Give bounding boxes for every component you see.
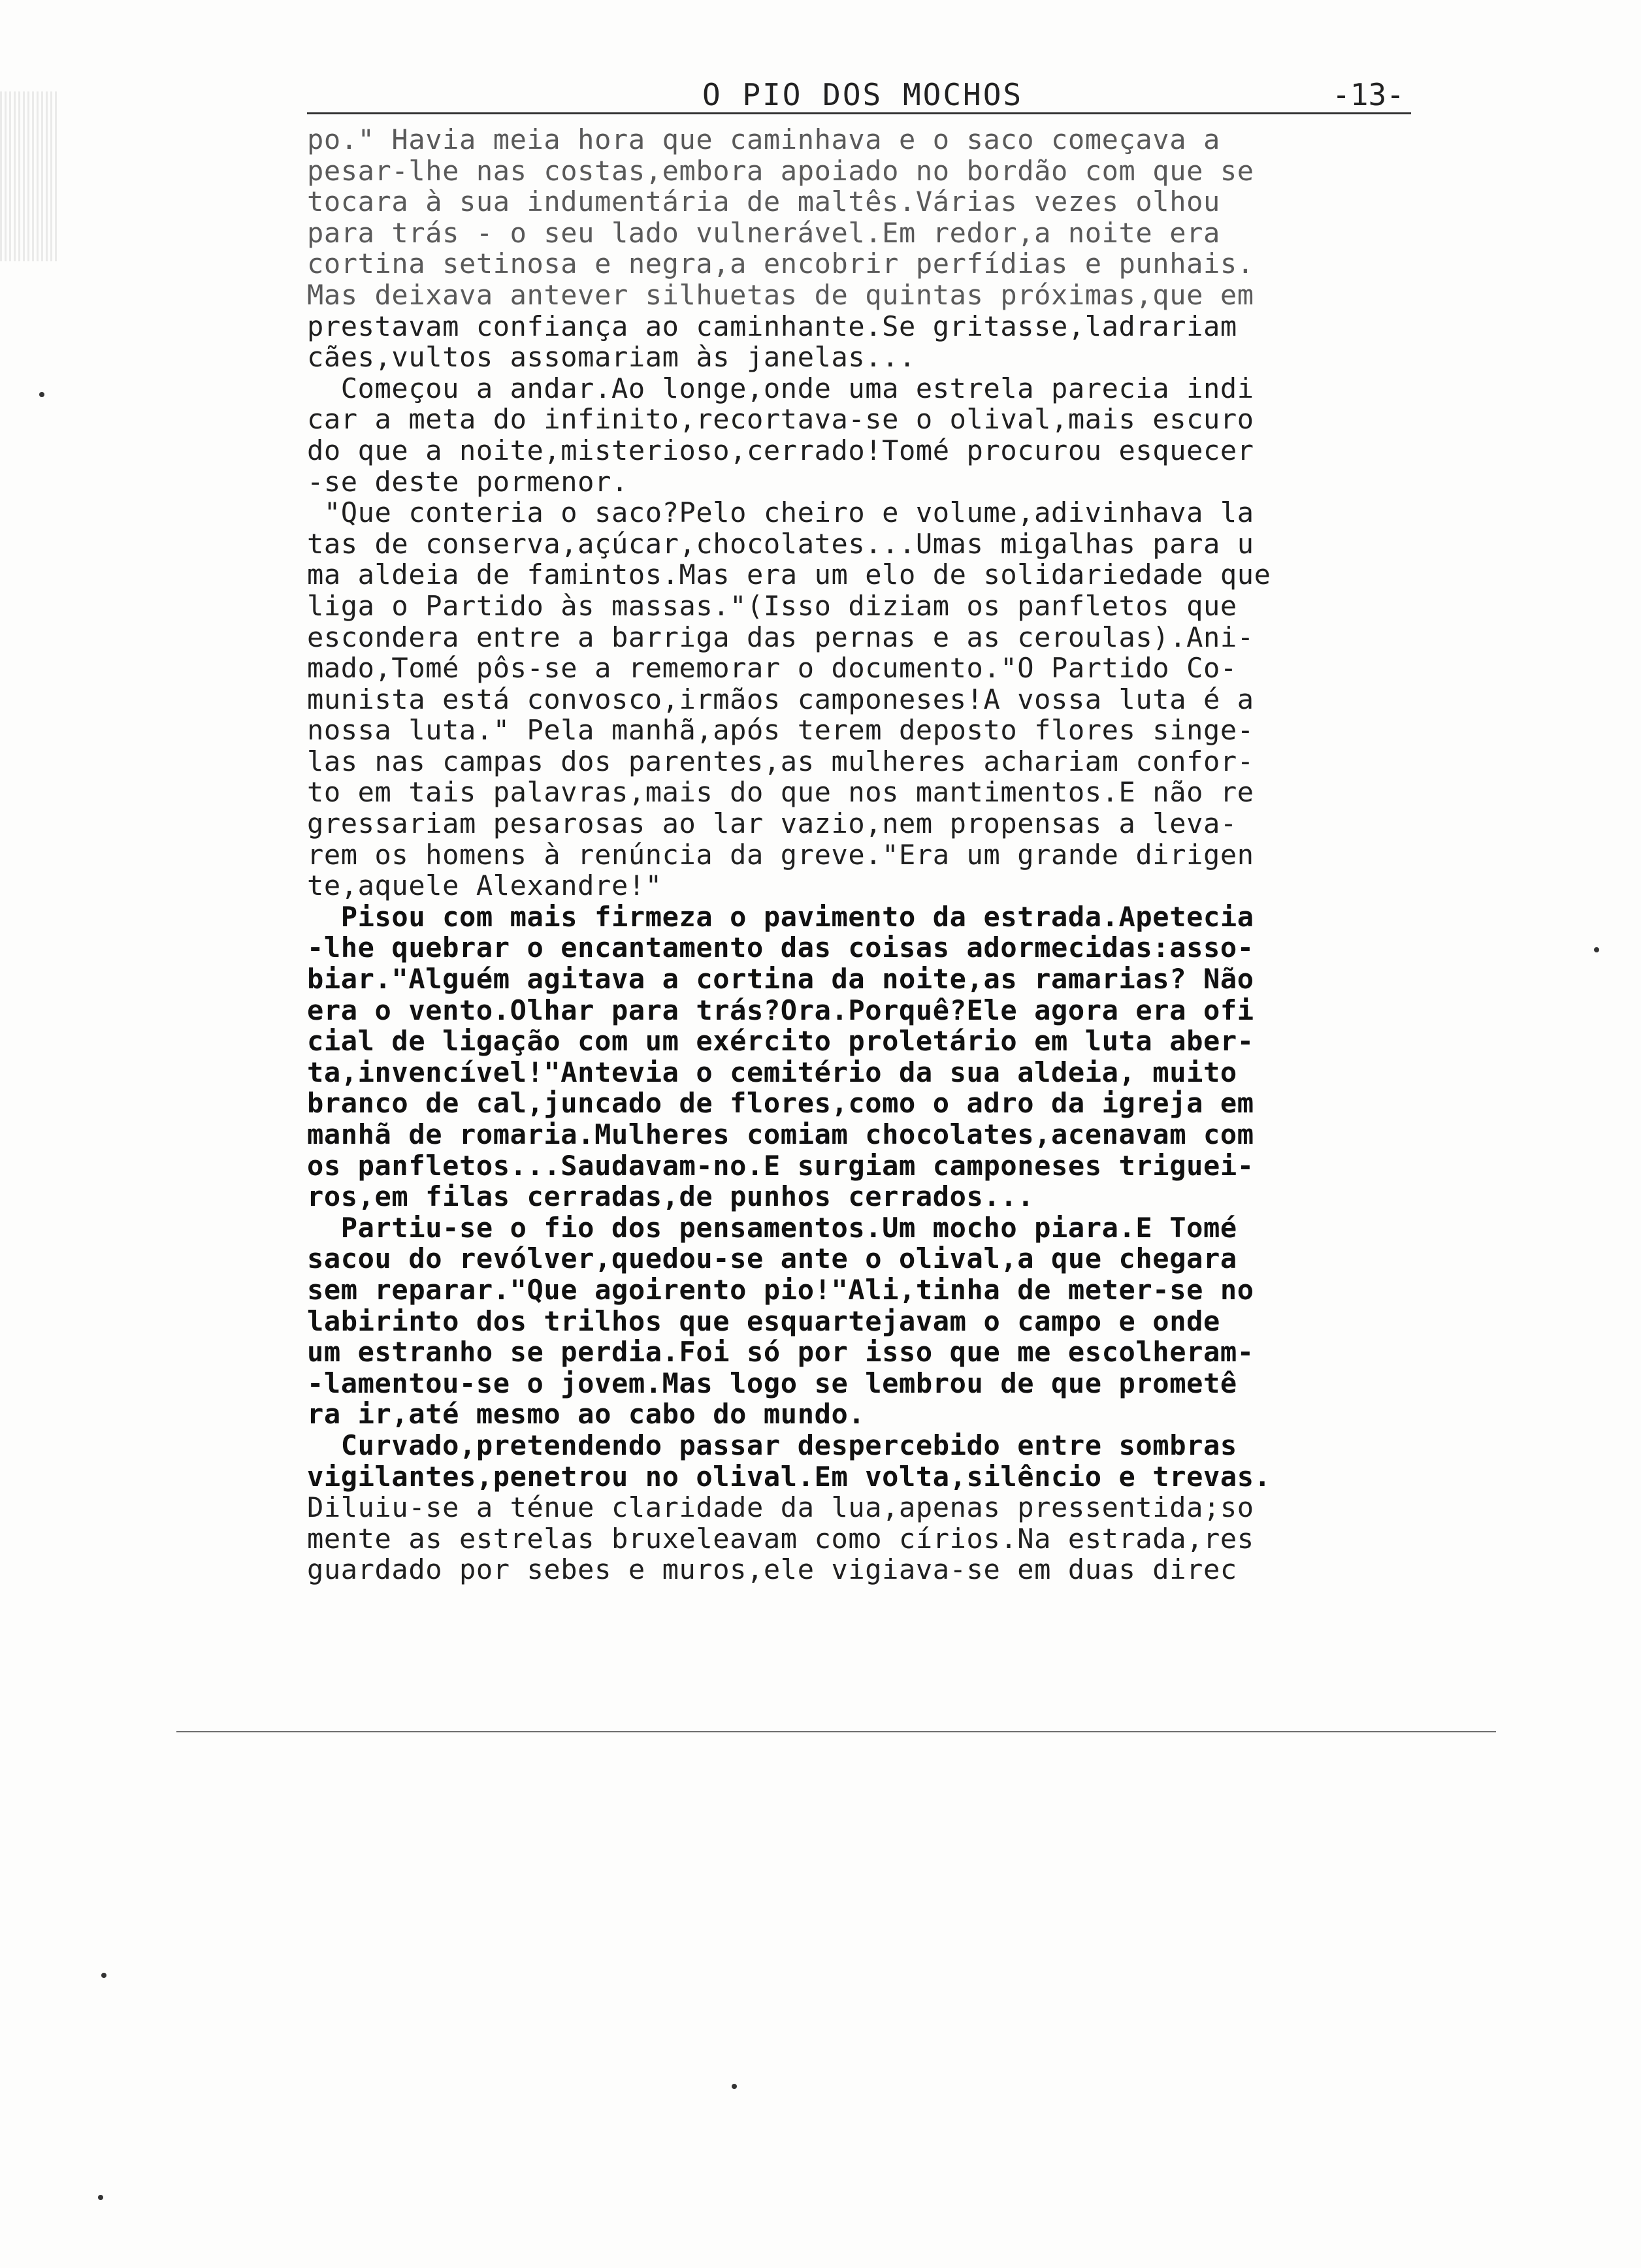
text-line: manhã de romaria.Mulheres comiam chocolates,acenavam com xyxy=(307,1118,1254,1150)
text-line: to em tais palavras,mais do que nos mantimentos.E não re xyxy=(307,776,1254,809)
text-line: pesar-lhe nas costas,embora apoiado no bordão com que se xyxy=(307,154,1254,187)
text-line: sacou do revólver,quedou-se ante o olival,a que chegara xyxy=(307,1242,1237,1275)
text-line: biar."Alguém agitava a cortina da noite,as ramarias? Não xyxy=(307,963,1254,996)
text-line: ros,em filas cerradas,de punhos cerrados... xyxy=(307,1180,1035,1213)
text-line: Diluiu-se a ténue claridade da lua,apenas pressentida;so xyxy=(307,1491,1254,1524)
text-line: -se deste pormenor. xyxy=(307,465,628,498)
text-line: gressariam pesarosas ao lar vazio,nem propensas a leva- xyxy=(307,807,1237,840)
text-line: car a meta do infinito,recortava-se o olival,mais escuro xyxy=(307,403,1254,436)
text-line: para trás - o seu lado vulnerável.Em redor,a noite era xyxy=(307,216,1220,249)
scan-shadow xyxy=(0,91,59,261)
text-line: branco de cal,juncado de flores,como o adro da igreja em xyxy=(307,1087,1254,1120)
text-line: sem reparar."Que agoirento pio!"Ali,tinha de meter-se no xyxy=(307,1273,1254,1306)
scan-speck xyxy=(39,392,44,397)
text-line: mado,Tomé pôs-se a rememorar o documento."O Partido Co- xyxy=(307,652,1237,685)
text-line: ra ir,até mesmo ao cabo do mundo. xyxy=(307,1398,866,1431)
text-line: ta,invencível!"Antevia o cemitério da sua aldeia, muito xyxy=(307,1056,1237,1088)
text-line: Começou a andar.Ao longe,onde uma estrela parecia indi xyxy=(307,372,1254,404)
text-line: Curvado,pretendendo passar despercebido entre sombras xyxy=(307,1429,1237,1461)
text-line: do que a noite,misterioso,cerrado!Tomé procurou esquecer xyxy=(307,434,1254,466)
text-line: cães,vultos assomariam às janelas... xyxy=(307,341,916,374)
text-line: guardado por sebes e muros,ele vigiava-se em duas direc xyxy=(307,1553,1237,1586)
text-line: tas de conserva,açúcar,chocolates...Umas migalhas para u xyxy=(307,527,1254,560)
text-line: -lamentou-se o jovem.Mas logo se lembrou de que prometê xyxy=(307,1367,1237,1399)
body-text xyxy=(307,124,1431,1585)
text-line: Partiu-se o fio dos pensamentos.Um mocho piara.E Tomé xyxy=(307,1211,1237,1244)
page-header xyxy=(307,77,1418,116)
text-line: po." Havia meia hora que caminhava e o saco começava a xyxy=(307,123,1220,155)
footer-rule xyxy=(176,1731,1496,1732)
text-line: escondera entre a barriga das pernas e as ceroulas).Ani- xyxy=(307,621,1254,653)
scan-speck xyxy=(98,2195,103,2200)
text-line: rem os homens à renúncia da greve."Era um grande dirigen xyxy=(307,838,1254,871)
text-line: era o vento.Olhar para trás?Ora.Porquê?Ele agora era ofi xyxy=(307,994,1254,1026)
text-line: nossa luta." Pela manhã,após terem deposto flores singe- xyxy=(307,714,1254,747)
text-line: ma aldeia de famintos.Mas era um elo de solidariedade que xyxy=(307,559,1271,591)
text-line: cial de ligação com um exército proletário em luta aber- xyxy=(307,1025,1254,1058)
text-line: um estranho se perdia.Foi só por isso que me escolheram- xyxy=(307,1336,1254,1369)
scan-speck xyxy=(101,1973,106,1978)
text-line: mente as estrelas bruxeleavam como círios.Na estrada,res xyxy=(307,1522,1254,1555)
running-title: O PIO DOS MOCHOS xyxy=(702,77,1024,112)
text-line: tocara à sua indumentária de maltês.Várias vezes olhou xyxy=(307,186,1220,218)
scan-speck xyxy=(732,2084,737,2089)
text-line: prestavam confiança ao caminhante.Se gritasse,ladrariam xyxy=(307,310,1237,342)
text-line: Mas deixava antever silhuetas de quintas próximas,que em xyxy=(307,278,1254,311)
text-line: munista está convosco,irmãos camponeses!A vossa luta é a xyxy=(307,683,1254,715)
text-line: vigilantes,penetrou no olival.Em volta,silêncio e trevas. xyxy=(307,1460,1271,1493)
scan-speck xyxy=(1594,947,1599,952)
page-number: -13- xyxy=(1332,77,1405,112)
text-line: Pisou com mais firmeza o pavimento da estrada.Apetecia xyxy=(307,900,1254,933)
header-rule xyxy=(307,112,1411,114)
text-line: -lhe quebrar o encantamento das coisas adormecidas:asso- xyxy=(307,932,1254,964)
text-line: "Que conteria o saco?Pelo cheiro e volume,adivinhava la xyxy=(307,496,1254,529)
text-line: las nas campas dos parentes,as mulheres achariam confor- xyxy=(307,745,1254,777)
text-line: te,aquele Alexandre!" xyxy=(307,869,662,902)
text-line: labirinto dos trilhos que esquartejavam o campo e onde xyxy=(307,1304,1220,1337)
text-line: os panfletos...Saudavam-no.E surgiam camponeses triguei- xyxy=(307,1149,1254,1182)
text-line: cortina setinosa e negra,a encobrir perfídias e punhais. xyxy=(307,248,1254,280)
text-line: liga o Partido às massas."(Isso diziam os panfletos que xyxy=(307,589,1237,622)
